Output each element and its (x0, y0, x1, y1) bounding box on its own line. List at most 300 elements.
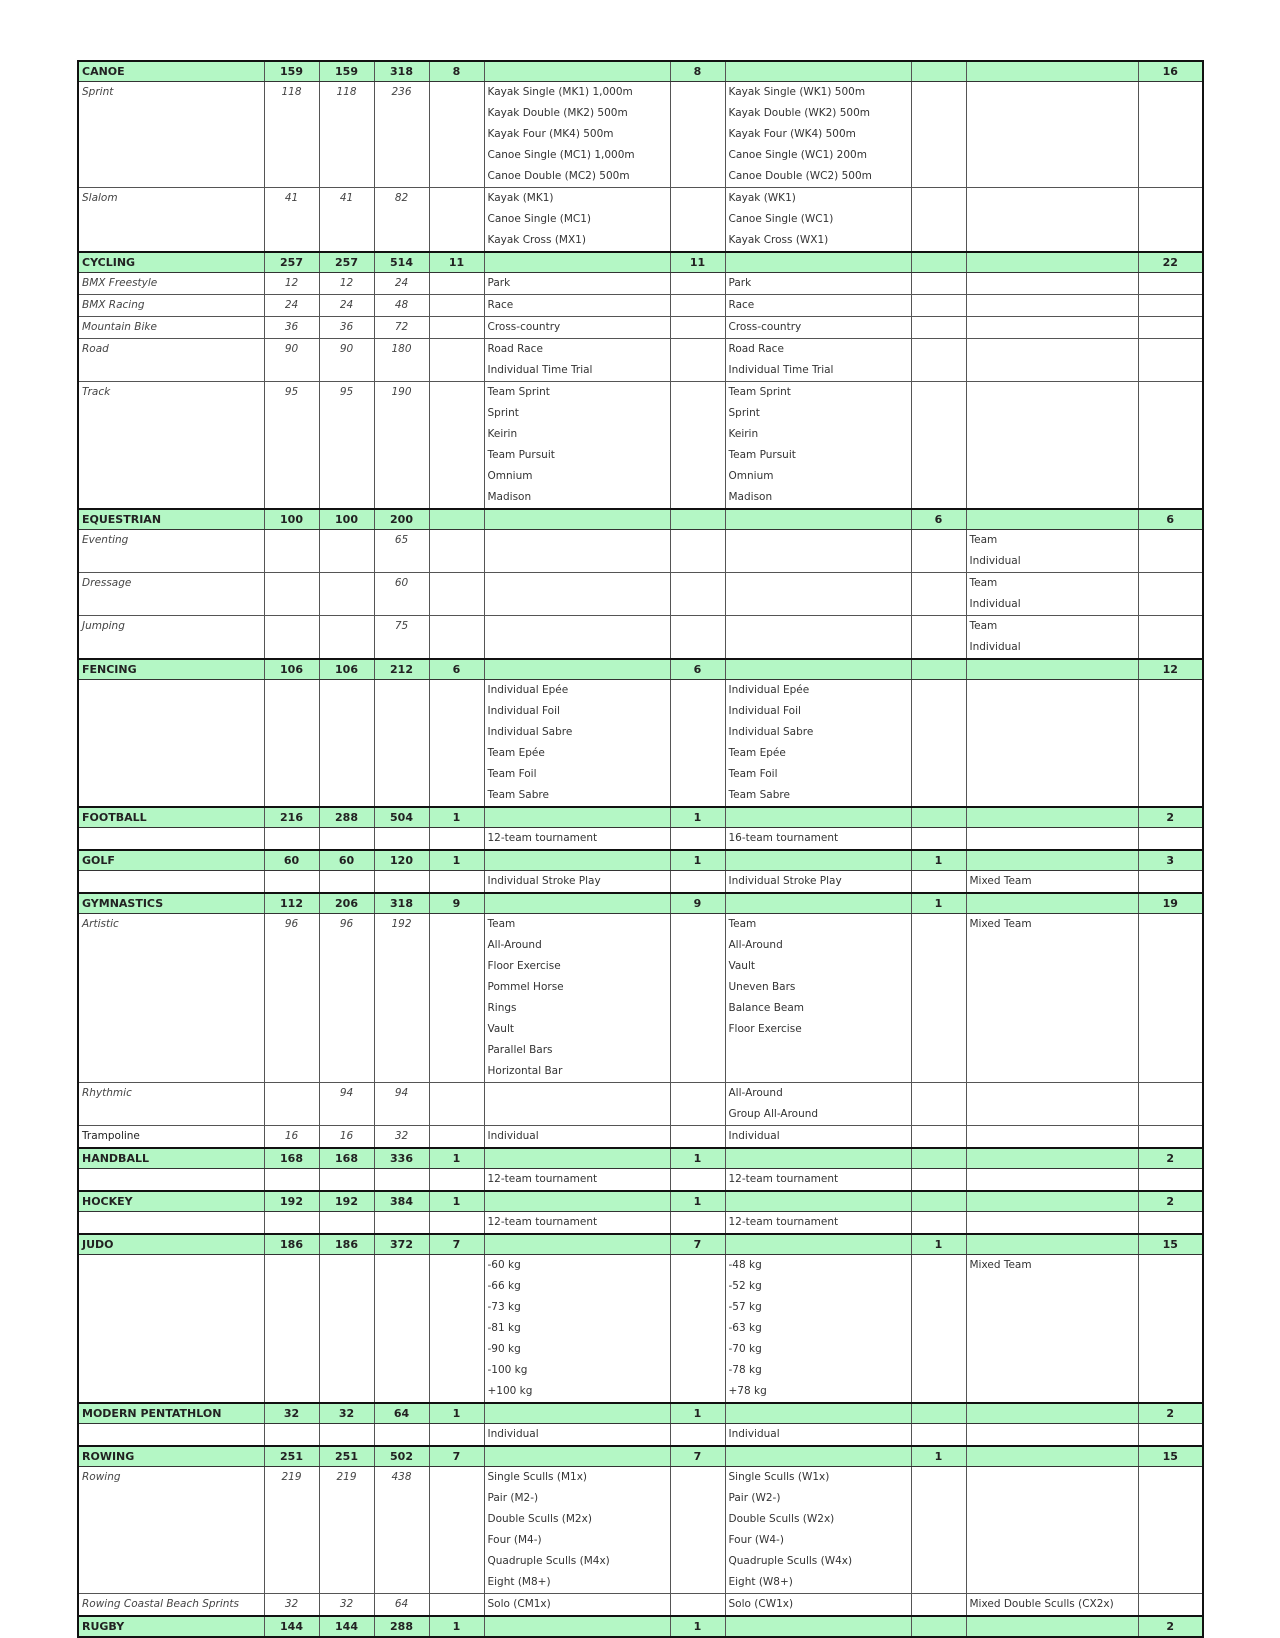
discipline-men (264, 680, 319, 808)
discipline-men (264, 828, 319, 851)
discipline-total-events (1138, 382, 1203, 510)
total-athletes: 120 (374, 850, 429, 871)
discipline-men-count (429, 82, 484, 188)
women-athletes: 32 (319, 1403, 374, 1424)
total-events: 15 (1138, 1446, 1203, 1467)
women-events (725, 680, 911, 808)
discipline-women (319, 1169, 374, 1192)
women-event-count: 8 (670, 61, 725, 82)
women-event-count: 1 (670, 1191, 725, 1212)
event-item: Omnium (487, 470, 533, 482)
event-item: 12-team tournament (487, 1216, 598, 1228)
event-item: -100 kg (487, 1364, 528, 1376)
mixed-events (966, 1255, 1138, 1404)
event-item: Individual Time Trial (487, 364, 593, 376)
event-item: Canoe Single (MC1) (487, 213, 592, 225)
discipline-women (319, 1255, 374, 1404)
event-item: Road Race (728, 343, 784, 355)
discipline-row (78, 1126, 1203, 1149)
sport-name: GYMNASTICS (78, 893, 264, 914)
discipline-women (319, 1424, 374, 1447)
mixed-events (966, 339, 1138, 382)
discipline-mixed-count (911, 317, 966, 339)
event-item: Race (487, 299, 514, 311)
discipline-name: Sprint (78, 82, 264, 188)
discipline-men: 90 (264, 339, 319, 382)
men-events (484, 273, 670, 295)
discipline-total-events (1138, 1083, 1203, 1126)
event-item: Sprint (728, 407, 760, 419)
mixed-event-count (911, 1616, 966, 1637)
mixed-events (966, 1169, 1138, 1192)
event-item: Kayak Four (WK4) 500m (728, 128, 856, 140)
event-item: Kayak Single (MK1) 1,000m (487, 86, 633, 98)
sport-header-row (78, 509, 1203, 530)
discipline-total: 438 (374, 1467, 429, 1594)
discipline-men: 118 (264, 82, 319, 188)
event-item: -57 kg (728, 1301, 762, 1313)
discipline-men (264, 1169, 319, 1192)
men-athletes: 168 (264, 1148, 319, 1169)
mixed-events-blank (966, 807, 1138, 828)
event-item: -63 kg (728, 1322, 762, 1334)
mixed-event-count: 1 (911, 850, 966, 871)
total-athletes: 384 (374, 1191, 429, 1212)
women-event-count: 7 (670, 1446, 725, 1467)
men-events (484, 317, 670, 339)
discipline-men-count (429, 295, 484, 317)
event-item: Team Sabre (487, 789, 549, 801)
discipline-row (78, 317, 1203, 339)
discipline-name (78, 1424, 264, 1447)
discipline-women: 90 (319, 339, 374, 382)
discipline-women: 95 (319, 382, 374, 510)
women-athletes: 288 (319, 807, 374, 828)
men-events (484, 382, 670, 510)
discipline-women-count (670, 871, 725, 894)
mixed-events (966, 188, 1138, 253)
men-events (484, 1255, 670, 1404)
discipline-women: 219 (319, 1467, 374, 1594)
discipline-men (264, 871, 319, 894)
discipline-men: 32 (264, 1594, 319, 1617)
sport-name: JUDO (78, 1234, 264, 1255)
women-event-count (670, 509, 725, 530)
sport-name: FENCING (78, 659, 264, 680)
men-events-blank (484, 807, 670, 828)
mixed-events (966, 616, 1138, 660)
women-events-blank (725, 61, 911, 82)
women-events (725, 1212, 911, 1235)
discipline-men: 12 (264, 273, 319, 295)
mixed-events (966, 573, 1138, 616)
men-athletes: 186 (264, 1234, 319, 1255)
sport-header-row (78, 850, 1203, 871)
women-events-blank (725, 1403, 911, 1424)
men-event-count: 1 (429, 1191, 484, 1212)
men-event-count: 7 (429, 1234, 484, 1255)
women-events (725, 317, 911, 339)
men-events (484, 1169, 670, 1192)
event-item: Canoe Single (WC1) (728, 213, 834, 225)
event-item: All-Around (487, 939, 542, 951)
discipline-mixed-count (911, 1169, 966, 1192)
event-item: Individual (728, 1428, 780, 1440)
women-event-count: 9 (670, 893, 725, 914)
mixed-event-count: 6 (911, 509, 966, 530)
sport-header-row (78, 1403, 1203, 1424)
discipline-mixed-count (911, 871, 966, 894)
mixed-events (966, 82, 1138, 188)
women-events (725, 273, 911, 295)
discipline-row (78, 573, 1203, 616)
discipline-mixed-count (911, 616, 966, 660)
men-events (484, 616, 670, 660)
event-item: Rings (487, 1002, 517, 1014)
mixed-events-blank (966, 252, 1138, 273)
discipline-women (319, 573, 374, 616)
total-athletes: 64 (374, 1403, 429, 1424)
total-athletes: 318 (374, 61, 429, 82)
discipline-mixed-count (911, 1083, 966, 1126)
discipline-row (78, 1169, 1203, 1192)
discipline-men: 95 (264, 382, 319, 510)
sport-name: GOLF (78, 850, 264, 871)
event-item: Individual (969, 598, 1021, 610)
discipline-men-count (429, 382, 484, 510)
mixed-event-count: 1 (911, 893, 966, 914)
discipline-row (78, 1594, 1203, 1617)
discipline-women: 94 (319, 1083, 374, 1126)
total-athletes: 502 (374, 1446, 429, 1467)
discipline-total-events (1138, 680, 1203, 808)
event-item: Canoe Double (WC2) 500m (728, 170, 872, 182)
discipline-total-events (1138, 871, 1203, 894)
women-events (725, 1169, 911, 1192)
discipline-total: 75 (374, 616, 429, 660)
discipline-mixed-count (911, 680, 966, 808)
discipline-men-count (429, 530, 484, 573)
event-item: Horizontal Bar (487, 1065, 563, 1077)
event-item: Cross-country (728, 321, 802, 333)
event-item: -48 kg (728, 1259, 762, 1271)
men-events (484, 1467, 670, 1594)
total-events: 2 (1138, 1616, 1203, 1637)
men-athletes: 32 (264, 1403, 319, 1424)
men-events (484, 573, 670, 616)
men-events (484, 295, 670, 317)
men-events-blank (484, 1191, 670, 1212)
mixed-event-count (911, 61, 966, 82)
mixed-event-count (911, 1403, 966, 1424)
mixed-events-blank (966, 1148, 1138, 1169)
discipline-women-count (670, 273, 725, 295)
discipline-total (374, 1255, 429, 1404)
discipline-women-count (670, 382, 725, 510)
discipline-total-events (1138, 1594, 1203, 1617)
women-athletes: 60 (319, 850, 374, 871)
event-item: Floor Exercise (728, 1023, 802, 1035)
discipline-women-count (670, 1169, 725, 1192)
mixed-event-count (911, 807, 966, 828)
discipline-total: 65 (374, 530, 429, 573)
event-item: Group All-Around (728, 1108, 819, 1120)
women-events (725, 1467, 911, 1594)
discipline-total: 32 (374, 1126, 429, 1149)
women-event-count: 1 (670, 1403, 725, 1424)
event-item: Individual (728, 1130, 780, 1142)
discipline-total: 82 (374, 188, 429, 253)
discipline-name: BMX Freestyle (78, 273, 264, 295)
event-item: Double Sculls (M2x) (487, 1513, 592, 1525)
event-item: Individual Stroke Play (487, 875, 601, 887)
event-item: Double Sculls (W2x) (728, 1513, 835, 1525)
event-item: Floor Exercise (487, 960, 561, 972)
event-item: Team (487, 918, 516, 930)
women-event-count: 1 (670, 1148, 725, 1169)
sport-header-row (78, 1191, 1203, 1212)
discipline-men-count (429, 1467, 484, 1594)
mixed-events (966, 1212, 1138, 1235)
men-athletes: 257 (264, 252, 319, 273)
event-item: Kayak (MK1) (487, 192, 554, 204)
discipline-mixed-count (911, 295, 966, 317)
event-item: Individual Stroke Play (728, 875, 842, 887)
event-item: Madison (728, 491, 773, 503)
discipline-women-count (670, 573, 725, 616)
discipline-women-count (670, 1083, 725, 1126)
sport-name: MODERN PENTATHLON (78, 1403, 264, 1424)
event-item: +78 kg (728, 1385, 767, 1397)
discipline-women-count (670, 188, 725, 253)
women-events (725, 914, 911, 1083)
discipline-men-count (429, 1212, 484, 1235)
sport-header-row (78, 659, 1203, 680)
discipline-men (264, 530, 319, 573)
event-item: Kayak Four (MK4) 500m (487, 128, 614, 140)
women-events (725, 1424, 911, 1447)
discipline-total (374, 828, 429, 851)
sport-name: CYCLING (78, 252, 264, 273)
event-item: Team (728, 918, 757, 930)
men-athletes: 192 (264, 1191, 319, 1212)
men-events (484, 1126, 670, 1149)
event-item: Keirin (728, 428, 759, 440)
mixed-events (966, 1083, 1138, 1126)
discipline-men (264, 1424, 319, 1447)
women-event-count: 1 (670, 1616, 725, 1637)
event-item: +100 kg (487, 1385, 533, 1397)
discipline-name: Mountain Bike (78, 317, 264, 339)
discipline-men-count (429, 1255, 484, 1404)
total-events: 12 (1138, 659, 1203, 680)
discipline-name (78, 1255, 264, 1404)
discipline-mixed-count (911, 828, 966, 851)
event-item: -60 kg (487, 1259, 521, 1271)
discipline-row (78, 914, 1203, 1083)
event-item: Four (M4-) (487, 1534, 542, 1546)
discipline-men-count (429, 1169, 484, 1192)
sport-header-row (78, 807, 1203, 828)
discipline-women: 24 (319, 295, 374, 317)
discipline-men-count (429, 828, 484, 851)
discipline-total-events (1138, 616, 1203, 660)
event-item: Individual Epée (728, 684, 810, 696)
total-events: 3 (1138, 850, 1203, 871)
men-event-count: 11 (429, 252, 484, 273)
event-item: -78 kg (728, 1364, 762, 1376)
discipline-men-count (429, 1126, 484, 1149)
sport-header-row (78, 893, 1203, 914)
event-item: Team Epée (728, 747, 786, 759)
discipline-total-events (1138, 573, 1203, 616)
women-events-blank (725, 1234, 911, 1255)
total-athletes: 336 (374, 1148, 429, 1169)
event-item: Team (969, 620, 998, 632)
discipline-name: Rowing Coastal Beach Sprints (78, 1594, 264, 1617)
discipline-total: 190 (374, 382, 429, 510)
discipline-total (374, 871, 429, 894)
mixed-events (966, 317, 1138, 339)
discipline-mixed-count (911, 1255, 966, 1404)
discipline-total-events (1138, 914, 1203, 1083)
mixed-event-count (911, 1191, 966, 1212)
men-events-blank (484, 252, 670, 273)
discipline-row (78, 530, 1203, 573)
discipline-mixed-count (911, 1594, 966, 1617)
women-athletes: 168 (319, 1148, 374, 1169)
men-athletes: 100 (264, 509, 319, 530)
discipline-total-events (1138, 1424, 1203, 1447)
men-events-blank (484, 61, 670, 82)
discipline-men-count (429, 1424, 484, 1447)
mixed-events (966, 1467, 1138, 1594)
men-event-count (429, 509, 484, 530)
discipline-row (78, 188, 1203, 253)
discipline-total-events (1138, 317, 1203, 339)
sport-name: EQUESTRIAN (78, 509, 264, 530)
discipline-women: 41 (319, 188, 374, 253)
men-athletes: 112 (264, 893, 319, 914)
sport-header-row (78, 1446, 1203, 1467)
women-events-blank (725, 659, 911, 680)
discipline-row (78, 828, 1203, 851)
mixed-events-blank (966, 1234, 1138, 1255)
discipline-men-count (429, 573, 484, 616)
discipline-women-count (670, 1424, 725, 1447)
discipline-total (374, 680, 429, 808)
event-item: Uneven Bars (728, 981, 796, 993)
total-events: 19 (1138, 893, 1203, 914)
discipline-row (78, 1255, 1203, 1404)
women-events (725, 616, 911, 660)
men-events-blank (484, 509, 670, 530)
men-events-blank (484, 1234, 670, 1255)
mixed-events-blank (966, 893, 1138, 914)
event-item: Individual Time Trial (728, 364, 834, 376)
event-item: Canoe Single (MC1) 1,000m (487, 149, 635, 161)
women-events-blank (725, 893, 911, 914)
discipline-total: 180 (374, 339, 429, 382)
men-event-count: 1 (429, 807, 484, 828)
sport-name: HANDBALL (78, 1148, 264, 1169)
discipline-name (78, 871, 264, 894)
discipline-row (78, 382, 1203, 510)
discipline-women-count (670, 530, 725, 573)
event-item: Vault (487, 1023, 514, 1035)
men-events-blank (484, 893, 670, 914)
event-item: Mixed Team (969, 1259, 1032, 1271)
event-item: Team Epée (487, 747, 545, 759)
event-item: -52 kg (728, 1280, 762, 1292)
sport-header-row (78, 252, 1203, 273)
sport-name: ROWING (78, 1446, 264, 1467)
women-events (725, 530, 911, 573)
event-item: -90 kg (487, 1343, 521, 1355)
event-item: -66 kg (487, 1280, 521, 1292)
discipline-row (78, 273, 1203, 295)
event-item: Team Foil (728, 768, 778, 780)
event-item: Cross-country (487, 321, 561, 333)
event-item: Vault (728, 960, 755, 972)
discipline-row (78, 616, 1203, 660)
discipline-women-count (670, 1255, 725, 1404)
sport-name: CANOE (78, 61, 264, 82)
event-item: 12-team tournament (728, 1173, 839, 1185)
event-item: Sprint (487, 407, 519, 419)
discipline-name (78, 680, 264, 808)
mixed-events-blank (966, 850, 1138, 871)
discipline-name: Rhythmic (78, 1083, 264, 1126)
discipline-name: BMX Racing (78, 295, 264, 317)
mixed-event-count: 1 (911, 1446, 966, 1467)
men-event-count: 1 (429, 1403, 484, 1424)
discipline-total: 48 (374, 295, 429, 317)
discipline-name: Artistic (78, 914, 264, 1083)
men-events (484, 828, 670, 851)
event-item: Mixed Double Sculls (CX2x) (969, 1598, 1114, 1610)
men-events (484, 871, 670, 894)
mixed-events (966, 295, 1138, 317)
women-events-blank (725, 509, 911, 530)
event-item: All-Around (728, 1087, 783, 1099)
event-item: -81 kg (487, 1322, 521, 1334)
event-item: 12-team tournament (487, 1173, 598, 1185)
men-event-count: 1 (429, 1616, 484, 1637)
discipline-name: Road (78, 339, 264, 382)
discipline-men (264, 1255, 319, 1404)
discipline-women-count (670, 616, 725, 660)
mixed-events (966, 871, 1138, 894)
event-item: 12-team tournament (487, 832, 598, 844)
women-events (725, 339, 911, 382)
women-events (725, 382, 911, 510)
event-item: -73 kg (487, 1301, 521, 1313)
discipline-mixed-count (911, 914, 966, 1083)
discipline-men-count (429, 1083, 484, 1126)
total-athletes: 372 (374, 1234, 429, 1255)
discipline-total-events (1138, 1255, 1203, 1404)
discipline-men: 16 (264, 1126, 319, 1149)
mixed-event-count (911, 1148, 966, 1169)
total-events: 2 (1138, 807, 1203, 828)
discipline-women (319, 530, 374, 573)
discipline-total: 236 (374, 82, 429, 188)
men-event-count: 1 (429, 1148, 484, 1169)
event-item: Mixed Team (969, 918, 1032, 930)
mixed-events (966, 1424, 1138, 1447)
discipline-total-events (1138, 1169, 1203, 1192)
